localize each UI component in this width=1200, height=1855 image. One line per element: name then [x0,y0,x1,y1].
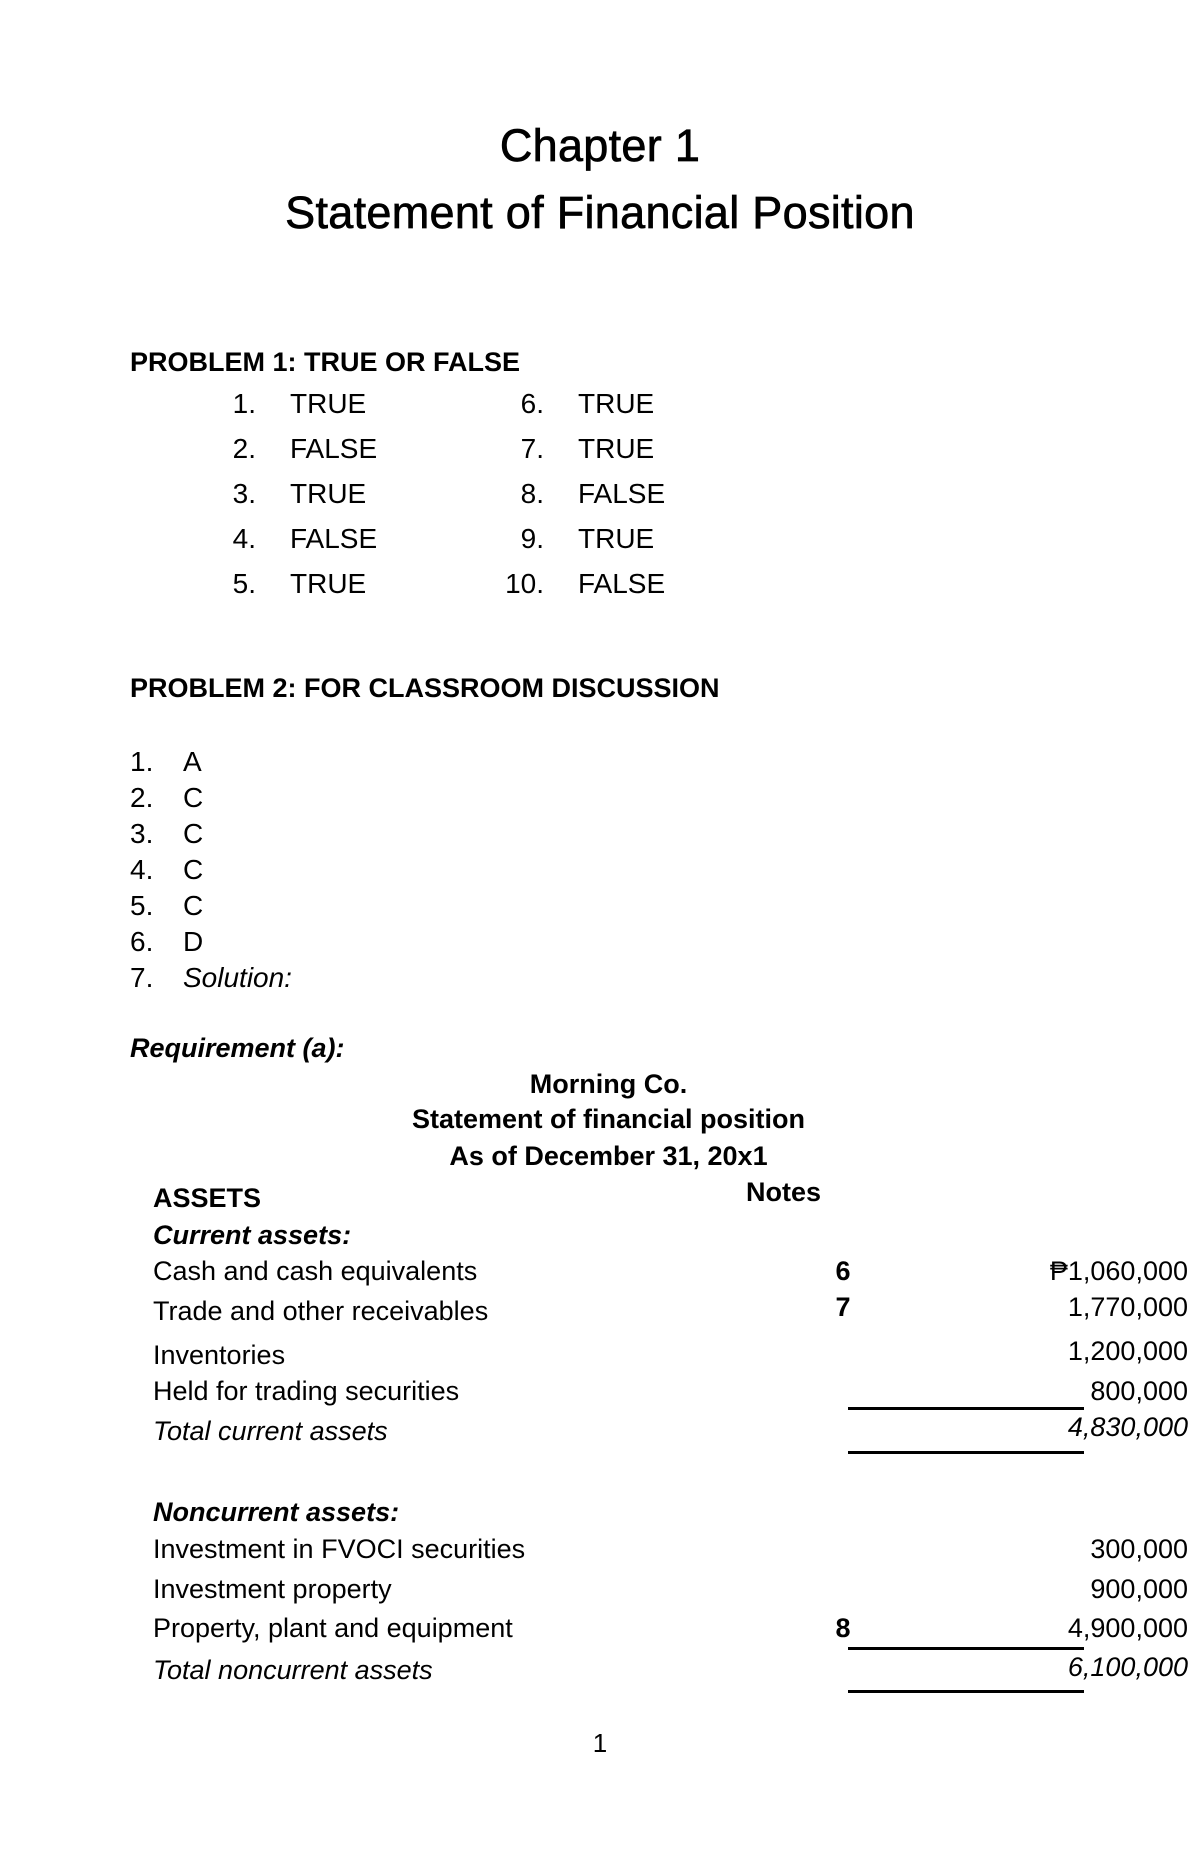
mc-item-answer: C [183,890,204,921]
tf-item-number: 4. [232,523,256,554]
mc-item-answer: C [183,854,204,885]
asset-row [153,1574,1188,1614]
asset-row-amount: 4,900,000 [1067,1613,1188,1643]
asset-row [153,1534,1188,1574]
mc-item-number: 6. [130,926,154,957]
asset-row-label: Trade and other receivables [153,1296,489,1326]
mc-item-answer: Solution: [183,962,292,993]
tf-item-answer: TRUE [290,478,367,509]
tf-item-answer: TRUE [290,388,367,419]
total-noncurrent-assets-amount: 6,100,000 [1067,1652,1188,1682]
tf-item-number: 1. [232,388,256,419]
tf-item-answer: FALSE [578,478,666,509]
company-name: Morning Co. [529,1069,688,1099]
assets-label: ASSETS [153,1183,262,1213]
requirement-label: Requirement (a): [130,1033,345,1063]
tf-item-answer: TRUE [578,433,655,464]
noncurrent-assets-title: Noncurrent assets: [153,1497,400,1527]
mc-item-answer: C [183,782,204,813]
subtotal-rule [848,1407,1084,1410]
mc-item-number: 7. [130,962,154,993]
tf-item-answer: FALSE [578,568,666,599]
asset-row-label: Inventories [153,1340,286,1370]
total-row [153,1412,1188,1456]
total-rule [848,1690,1084,1693]
tf-item-number: 3. [232,478,256,509]
asset-row-note: 6 [835,1256,851,1286]
mc-item-answer: A [183,746,202,777]
tf-item-number: 8. [520,478,544,509]
asset-row [153,1376,1188,1416]
problem-1-heading: PROBLEM 1: TRUE OR FALSE [130,347,521,377]
statement-name: Statement of financial position [411,1104,806,1134]
tf-item-answer: TRUE [578,388,655,419]
total-rule [848,1451,1084,1454]
total-current-assets-amount: 4,830,000 [1067,1412,1188,1442]
chapter-title: Chapter 1 [499,120,701,171]
asset-row-amount: 800,000 [1090,1376,1188,1406]
asset-row-amount: 1,770,000 [1067,1292,1188,1322]
tf-item-number: 9. [520,523,544,554]
subtotal-rule [848,1647,1084,1650]
chapter-subtitle: Statement of Financial Position [285,187,915,238]
problem-2-heading: PROBLEM 2: FOR CLASSROOM DISCUSSION [130,673,720,703]
tf-item-number: 6. [520,388,544,419]
statement-date: As of December 31, 20x1 [449,1141,768,1171]
current-assets-title: Current assets: [153,1220,352,1250]
asset-row [153,1292,1188,1336]
notes-label: Notes [746,1177,822,1207]
asset-row-amount: 300,000 [1090,1534,1188,1564]
mc-item-answer: C [183,818,204,849]
total-current-assets-label: Total current assets [153,1416,388,1446]
asset-row [153,1256,1188,1296]
asset-row-note: 8 [835,1613,851,1643]
tf-item-answer: FALSE [290,433,378,464]
asset-row-label: Held for trading securities [153,1376,460,1406]
asset-row-label: Property, plant and equipment [153,1613,513,1643]
tf-item-number: 7. [520,433,544,464]
tf-item-answer: TRUE [578,523,655,554]
tf-item-answer: FALSE [290,523,378,554]
asset-row-label: Investment in FVOCI securities [153,1534,526,1564]
asset-row-amount: ₱1,060,000 [1049,1256,1188,1286]
mc-item-number: 2. [130,782,154,813]
tf-item-number: 5. [232,568,256,599]
page-number: 1 [592,1728,608,1758]
mc-item-number: 4. [130,854,154,885]
total-row [153,1652,1188,1695]
tf-item-number: 10. [505,568,544,599]
mc-item-number: 3. [130,818,154,849]
mc-item-number: 1. [130,746,154,777]
tf-item-number: 2. [232,433,256,464]
mc-item-number: 5. [130,890,154,921]
asset-row-label: Investment property [153,1574,392,1604]
mc-item-answer: D [183,926,204,957]
total-noncurrent-assets-label: Total noncurrent assets [153,1655,433,1685]
asset-row-amount: 900,000 [1090,1574,1188,1604]
asset-row [153,1336,1188,1376]
asset-row-label: Cash and cash equivalents [153,1256,478,1286]
asset-row-note: 7 [835,1292,851,1322]
asset-row-amount: 1,200,000 [1067,1336,1188,1366]
tf-item-answer: TRUE [290,568,367,599]
